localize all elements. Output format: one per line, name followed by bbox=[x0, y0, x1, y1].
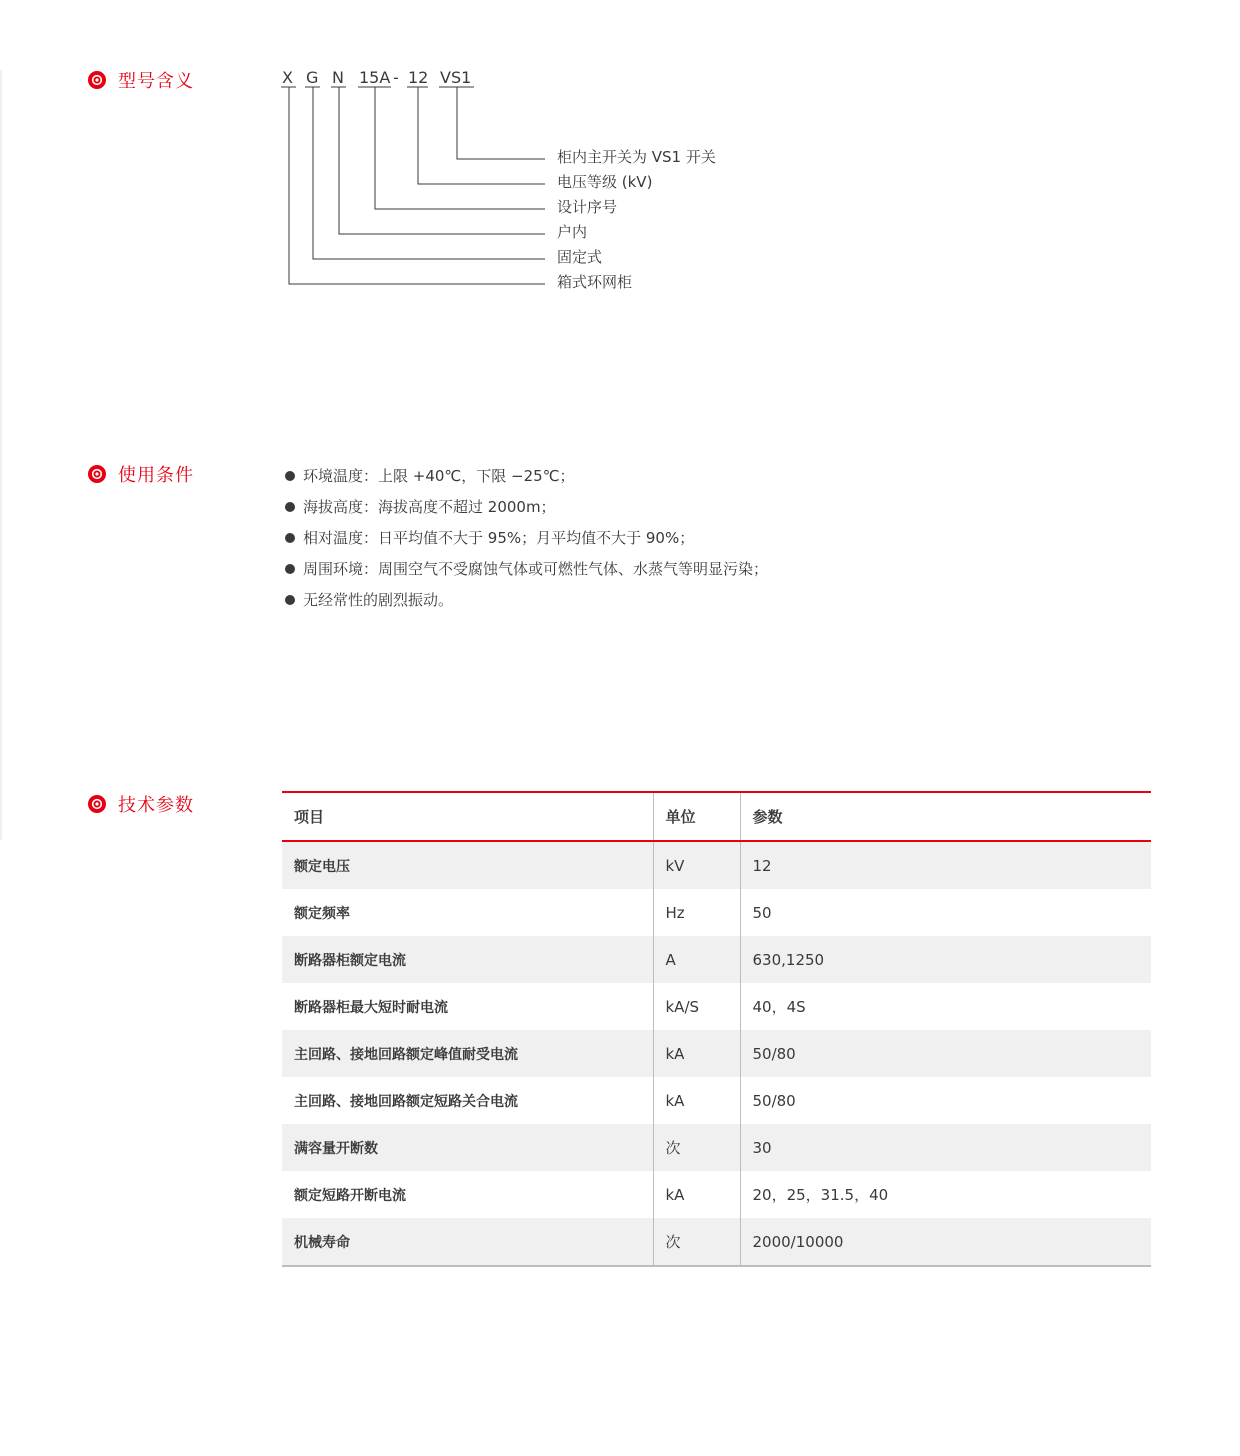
cell-item: 主回路、接地回路额定峰值耐受电流 bbox=[282, 1030, 653, 1077]
table-row bbox=[282, 1030, 1151, 1077]
model-code-part: N bbox=[332, 68, 344, 87]
leader-line bbox=[375, 87, 545, 209]
cell-unit: kA bbox=[653, 1171, 740, 1218]
left-edge-rule bbox=[0, 70, 2, 840]
list-item bbox=[285, 584, 768, 615]
table-row bbox=[282, 1171, 1151, 1218]
table-row bbox=[282, 936, 1151, 983]
model-meaning-label: 设计序号 bbox=[557, 198, 618, 216]
cell-value: 50/80 bbox=[752, 1091, 796, 1110]
section-params-heading bbox=[88, 791, 194, 817]
table-header-row bbox=[282, 792, 1151, 841]
bullet-dot-icon bbox=[285, 564, 295, 574]
header-value: 参数 bbox=[740, 792, 1151, 841]
cell-value: 50 bbox=[752, 903, 772, 922]
condition-text: 环境温度：上限 +40℃，下限 −25℃； bbox=[303, 467, 575, 485]
table-row bbox=[282, 889, 1151, 936]
section-title: 型号含义 bbox=[118, 71, 194, 92]
bullet-dot-icon bbox=[285, 471, 295, 481]
bullet-dot-icon bbox=[285, 502, 295, 512]
cell-item: 断路器柜最大短时耐电流 bbox=[282, 983, 653, 1030]
cell-unit: kA/S bbox=[653, 983, 740, 1030]
table-row bbox=[282, 1077, 1151, 1124]
section-model-heading bbox=[88, 67, 194, 93]
cell-value: 30 bbox=[740, 1124, 1151, 1171]
cell-value: 12 bbox=[740, 841, 1151, 889]
cell-item: 额定频率 bbox=[282, 889, 653, 936]
bullet-logo-icon bbox=[88, 795, 106, 813]
cell-value: 20，25，31.5，40 bbox=[752, 1186, 889, 1204]
model-code-part: 12 bbox=[408, 68, 429, 87]
cell-item: 满容量开断数 bbox=[282, 1124, 653, 1171]
leader-line bbox=[418, 87, 545, 184]
model-meaning-label: 电压等级 (kV) bbox=[557, 173, 653, 191]
cell-unit: A bbox=[653, 936, 740, 983]
section-title: 技术参数 bbox=[118, 795, 194, 816]
cell-item: 主回路、接地回路额定短路关合电流 bbox=[282, 1077, 653, 1124]
cell-unit: 次 bbox=[653, 1218, 740, 1266]
list-item bbox=[285, 460, 768, 491]
table-row bbox=[282, 983, 1151, 1030]
cell-unit: 次 bbox=[653, 1124, 740, 1171]
bullet-dot-icon bbox=[285, 595, 295, 605]
cell-unit: kV bbox=[653, 841, 740, 889]
condition-text: 海拔高度：海拔高度不超过 2000m； bbox=[303, 498, 556, 516]
condition-text: 相对温度：日平均值不大于 95%；月平均值不大于 90%； bbox=[303, 529, 695, 547]
leader-line bbox=[457, 87, 545, 159]
model-meaning-label: 柜内主开关为 VS1 开关 bbox=[557, 148, 716, 166]
model-code-part: G bbox=[306, 68, 319, 87]
model-meaning-label: 箱式环网柜 bbox=[557, 273, 633, 291]
cell-item: 额定电压 bbox=[282, 841, 653, 889]
table-row bbox=[282, 1124, 1151, 1171]
section-conditions-heading bbox=[88, 461, 194, 487]
leader-line bbox=[313, 87, 545, 259]
condition-text: 无经常性的剧烈振动。 bbox=[303, 591, 454, 609]
model-code-diagram bbox=[270, 60, 770, 310]
header-unit: 单位 bbox=[653, 792, 740, 841]
cell-item: 断路器柜额定电流 bbox=[282, 936, 653, 983]
list-item bbox=[285, 491, 768, 522]
model-code-dash: - bbox=[393, 68, 399, 87]
header-item: 项目 bbox=[282, 792, 653, 841]
table-row bbox=[282, 841, 1151, 889]
model-code-part: 15A bbox=[359, 68, 391, 87]
cell-item: 额定短路开断电流 bbox=[282, 1171, 653, 1218]
cell-value: 630,1250 bbox=[740, 936, 1151, 983]
params-table bbox=[282, 791, 1151, 1267]
cell-unit: kA bbox=[653, 1030, 740, 1077]
cell-unit: Hz bbox=[653, 889, 740, 936]
bullet-dot-icon bbox=[285, 533, 295, 543]
leader-line bbox=[289, 87, 545, 284]
leader-line bbox=[339, 87, 545, 234]
cell-value: 50/80 bbox=[740, 1030, 1151, 1077]
cell-value: 40，4S bbox=[752, 998, 806, 1016]
bullet-logo-icon bbox=[88, 465, 106, 483]
model-meaning-label: 户内 bbox=[557, 223, 588, 241]
list-item bbox=[285, 553, 768, 584]
cell-value: 2000/10000 bbox=[740, 1218, 1151, 1266]
model-meaning-label: 固定式 bbox=[557, 248, 603, 266]
model-code-part: VS1 bbox=[440, 68, 472, 87]
section-title: 使用条件 bbox=[118, 465, 194, 486]
cell-item: 机械寿命 bbox=[282, 1218, 653, 1266]
bullet-logo-icon bbox=[88, 71, 106, 89]
model-code-part: X bbox=[282, 68, 293, 87]
list-item bbox=[285, 522, 768, 553]
condition-text: 周围环境：周围空气不受腐蚀气体或可燃性气体、水蒸气等明显污染； bbox=[303, 560, 769, 578]
conditions-list bbox=[285, 460, 768, 615]
table-row bbox=[282, 1218, 1151, 1266]
cell-unit: kA bbox=[653, 1077, 740, 1124]
